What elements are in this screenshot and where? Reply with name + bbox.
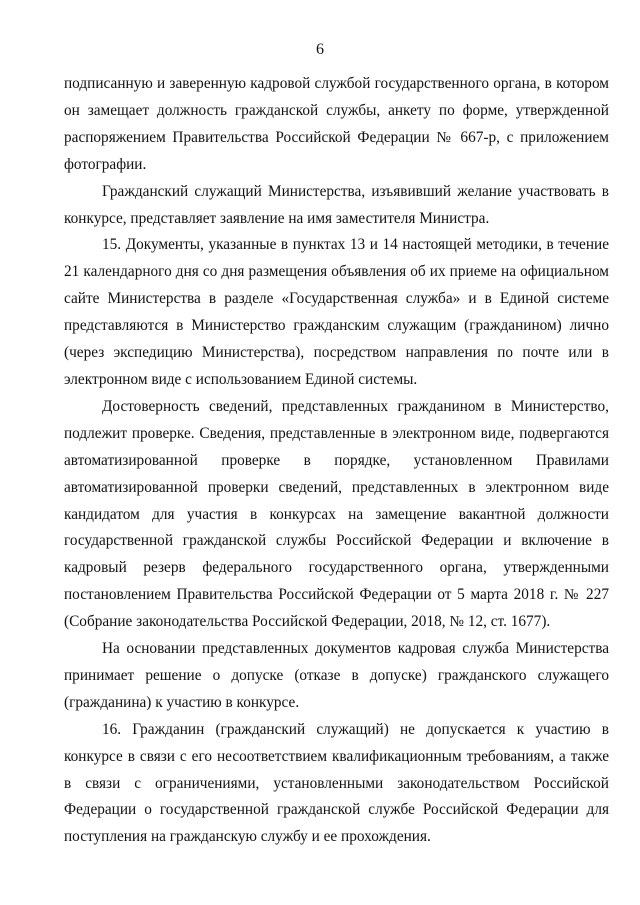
paragraph-5: На основании представленных документов кадровая служба Министерства принимает решение о допуске (отказе в допуске) гражданского служащего (гражданина) к участию в конкурсе. — [64, 640, 609, 711]
page-number: 6 — [316, 41, 324, 58]
paragraph-4: Достоверность сведений, представленных гражданином в Министерство, подлежит проверке. Сведения, представленные в электронном виде, подвергаются автоматизированной проверке в порядке, установленном Правилами автоматизированной проверки сведений, представленных в электронном виде кандидатом для участия в конкурсах на замещение вакантной должности государственной гражданской службы Российской Федерации и включение в кадровый резерв федерального государственного органа, утвержденными постановлением Правительства Российской Федерации от 5 марта 2018 г. № 227 (Собрание законодательства Российской Федерации, 2018, № 12, ст. 1677). — [64, 397, 609, 631]
document-body — [64, 71, 609, 851]
paragraph-1: подписанную и заверенную кадровой службой государственного органа, в котором он замещает должность гражданской службы, анкету по форме, утвержденной распоряжением Правительства Российской Федерации № 667-р, с приложением фотографии. — [64, 75, 609, 173]
paragraph-2: Гражданский служащий Министерства, изъявивший желание участвовать в конкурсе, представляет заявление на имя заместителя Министра. — [64, 182, 609, 227]
paragraph-3: 15. Документы, указанные в пунктах 13 и 14 настоящей методики, в течение 21 календарного дня со дня размещения объявления об их приеме на официальном сайте Министерства в разделе «Государственная служба» и в Единой системе представляются в Министерство гражданским служащим (гражданином) лично (через экспедицию Министерства), посредством направления по почте или в электронном виде с использованием Единой системы. — [64, 236, 609, 388]
paragraph-6: 16. Гражданин (гражданский служащий) не допускается к участию в конкурсе в связи с его несоответствием квалификационным требованиям, а также в связи с ограничениями, установленными законодательством Российской Федерации о государственной гражданской службе Российской Федерации для поступления на гражданскую службу и ее прохождения. — [64, 720, 609, 846]
